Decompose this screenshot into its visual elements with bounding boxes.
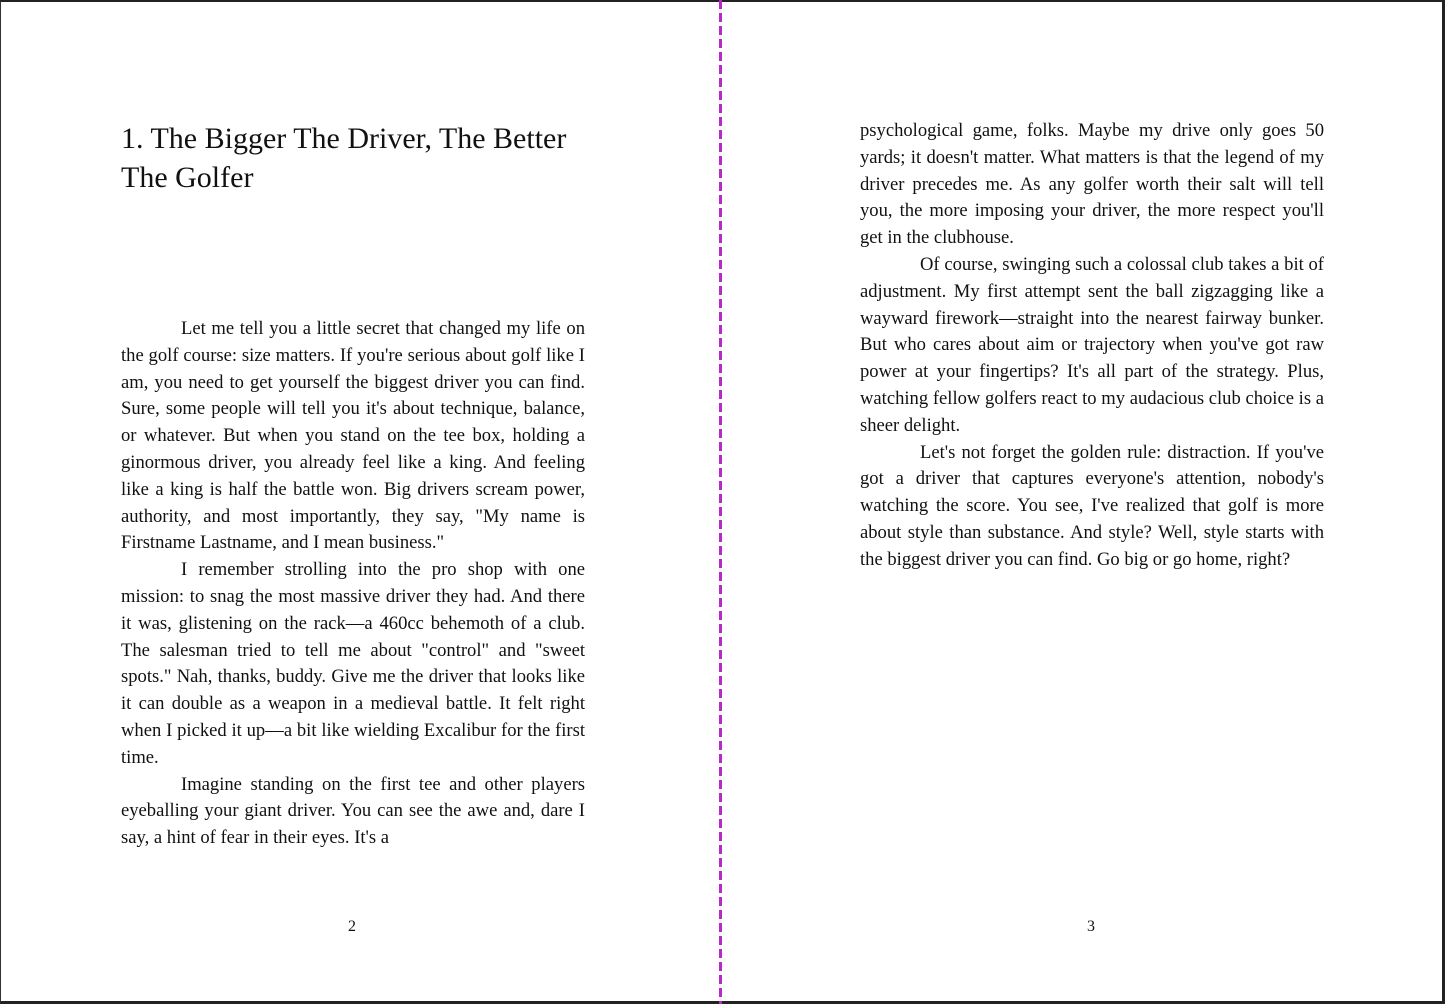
paragraph: Of course, swinging such a colossal club takes a bit of adjustment. My first attempt sent the ball zigzagging like a wayward firework—straight into the nearest fairway bunker. But who cares about aim or trajectory when you've got raw power at your fingertips? It's all part of the strategy. Plus, watching fellow golfers react to my audacious club choice is a sheer delight. [860, 253, 1324, 436]
right-page-body [860, 118, 1324, 574]
paragraph: Let me tell you a little secret that changed my life on the golf course: size matters. If you're serious about golf like I am, you need to get yourself the biggest driver you can find. Sure, some people will tell you it's about technique, balance, or whatever. But when you stand on the tee box, holding a ginormous driver, you already feel like a king. And feeling like a king is half the battle won. Big drivers scream power, authority, and most importantly, they say, "My name is Firstname Lastname, and I mean business." [121, 318, 585, 554]
paragraph-continuation: psychological game, folks. Maybe my drive only goes 50 yards; it doesn't matter. What matters is that the legend of my driver precedes me. As any golfer worth their salt will tell you, the more imposing your driver, the more respect you'll get in the clubhouse. [860, 120, 1324, 249]
left-page [0, 0, 720, 1004]
right-page [722, 0, 1442, 1004]
page-number: 2 [348, 918, 356, 935]
paragraph: Let's not forget the golden rule: distraction. If you've got a driver that captures everyone's attention, nobody's watching the score. You see, I've realized that golf is more about style than substance. And style? Well, style starts with the biggest driver you can find. Go big or go home, right? [860, 441, 1324, 570]
paragraph: Imagine standing on the first tee and other players eyeballing your giant driver. You can see the awe and, dare I say, a hint of fear in their eyes. It's a [121, 773, 585, 849]
paragraph: I remember strolling into the pro shop with one mission: to snag the most massive driver they had. And there it was, glistening on the rack—a 460cc behemoth of a club. The salesman tried to tell me about "control" and "sweet spots." Nah, thanks, buddy. Give me the driver that looks like it can double as a weapon in a medieval battle. It felt right when I picked it up—a bit like wielding Excalibur for the first time. [121, 559, 585, 768]
chapter-title: 1. The Bigger The Driver, The Better The Golfer [121, 122, 567, 194]
page-number: 3 [1087, 918, 1095, 935]
left-page-body [121, 316, 585, 852]
